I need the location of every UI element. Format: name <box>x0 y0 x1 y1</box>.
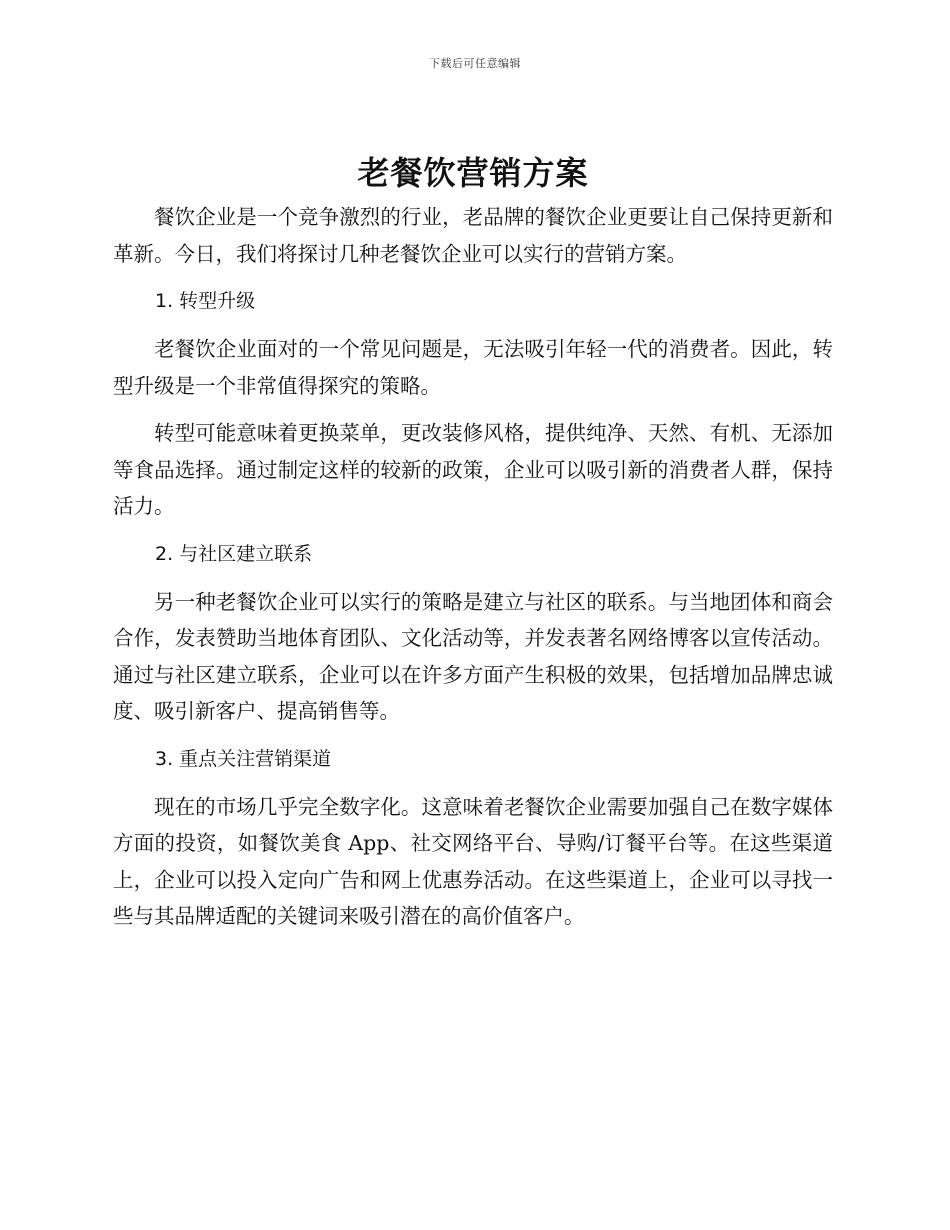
section-paragraph: 另一种老餐饮企业可以实行的策略是建立与社区的联系。与当地团体和商会合作，发表赞助当地体育团队、文化活动等，并发表著名网络博客以宣传活动。通过与社区建立联系，企业可以在许多方面产生积极的效果，包括增加品牌忠诚度、吸引新客户、提高销售等。 <box>113 589 833 723</box>
document-title: 老餐饮营销方案 <box>357 154 589 192</box>
intro-paragraph: 餐饮企业是一个竞争激烈的行业，老品牌的餐饮企业更要让自己保持更新和革新。今日，我们将探讨几种老餐饮企业可以实行的营销方案。 <box>113 205 833 266</box>
section-paragraph: 老餐饮企业面对的一个常见问题是，无法吸引年轻一代的消费者。因此，转型升级是一个非常值得探究的策略。 <box>113 337 833 398</box>
section-heading: 1. 转型升级 <box>155 290 256 312</box>
section-heading: 2. 与社区建立联系 <box>155 542 313 565</box>
section-2 <box>113 536 833 730</box>
header-note: 下载后可任意编辑 <box>429 57 521 70</box>
section-paragraph: 转型可能意味着更换菜单，更改装修风格，提供纯净、天然、有机、无添加等食品选择。通过制定这样的较新的政策，企业可以吸引新的消费者人群，保持活力。 <box>113 421 833 518</box>
section-paragraph: 现在的市场几乎完全数字化。这意味着老餐饮企业需要加强自己在数字媒体方面的投资，如餐饮美食 App、社交网络平台、导购/订餐平台等。在这些渠道上，企业可以投入定向广告和网上优惠券活动。在这些渠道上，企业可以寻找一些与其品牌适配的关键词来吸引潜在的高价值客户。 <box>113 794 833 928</box>
section-3 <box>113 741 833 935</box>
section-heading: 3. 重点关注营销渠道 <box>155 747 332 770</box>
section-1 <box>113 283 833 525</box>
document-body <box>113 150 833 946</box>
